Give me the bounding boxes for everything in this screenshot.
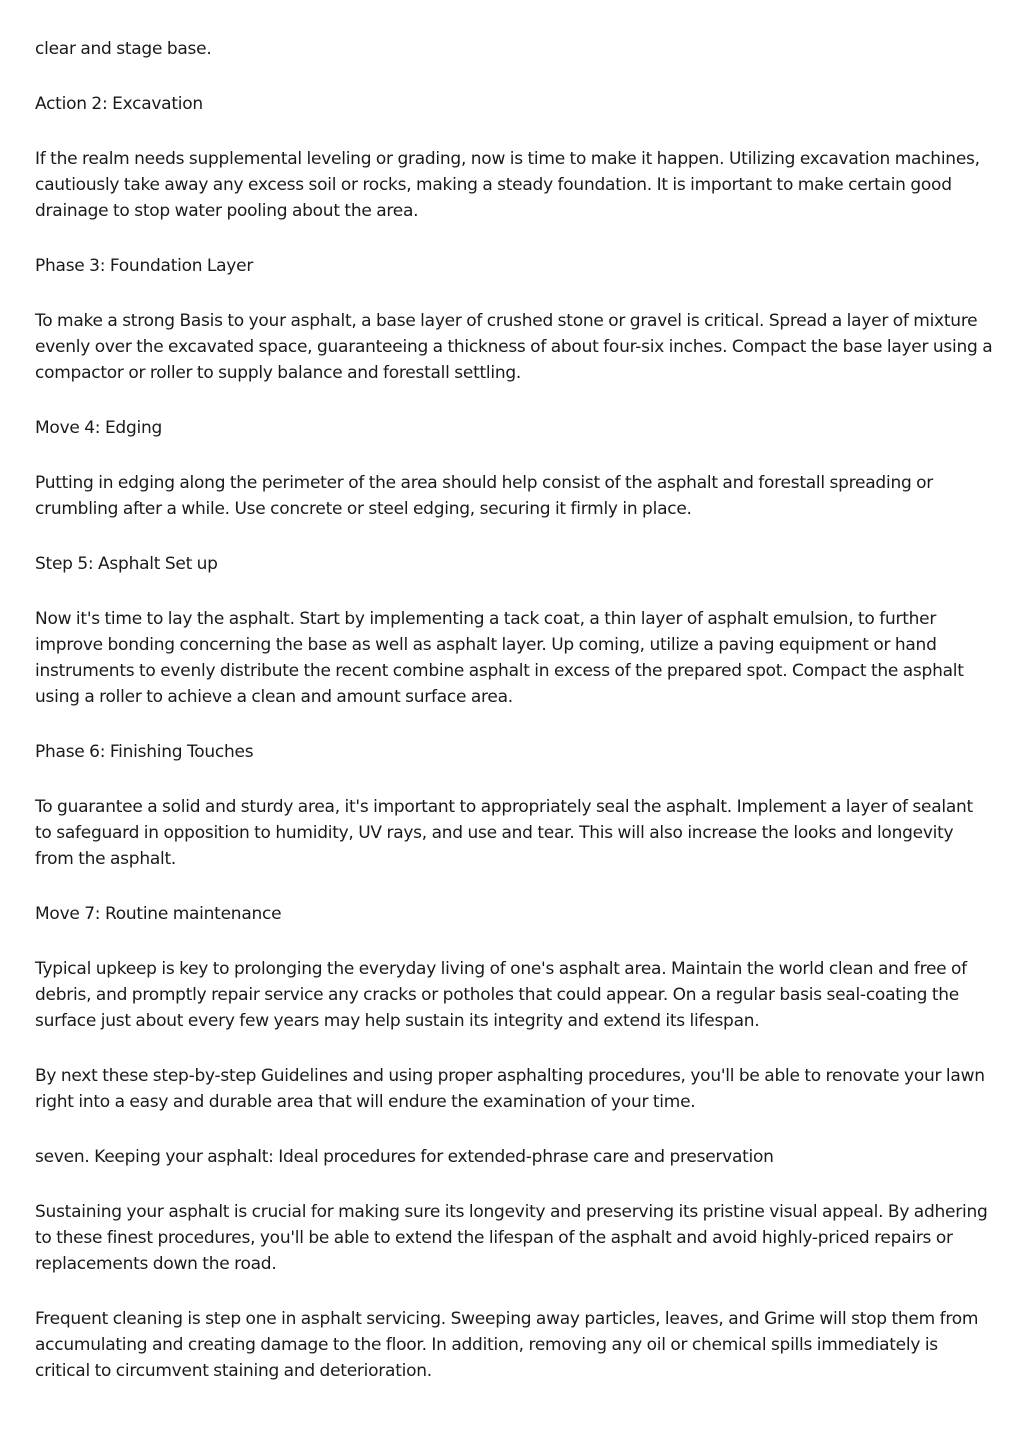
heading-phase-6-finishing-touches: Phase 6: Finishing Touches: [35, 742, 254, 762]
paragraph-sustaining-asphalt: Sustaining your asphalt is crucial for making sure its longevity and preserving its pristine visual appeal. By adhering to these finest procedures, you'll be able to extend the lifespan of the asphalt and avoid highly-priced repairs or replacements down the road.: [35, 1202, 988, 1274]
paragraph-excavation: If the realm needs supplemental leveling or grading, now is time to make it happen. Utilizing excavation machines, cautiously take away any excess soil or rocks, making a steady foundation. It is important to make certain good drainage to stop water pooling about the area.: [35, 149, 980, 221]
paragraph-edging: Putting in edging along the perimeter of the area should help consist of the asphalt and forestall spreading or crumbling after a while. Use concrete or steel edging, securing it firmly in place.: [35, 473, 934, 519]
heading-step-5-asphalt-set-up: Step 5: Asphalt Set up: [35, 554, 218, 574]
paragraph-finishing-touches: To guarantee a solid and sturdy area, it's important to appropriately seal the asphalt. Implement a layer of sealant to safeguard in opposition to humidity, UV rays, and use and tear. This will also increase the looks and longevity from the asphalt.: [35, 797, 973, 869]
paragraph-foundation-layer: To make a strong Basis to your asphalt, a base layer of crushed stone or gravel is critical. Spread a layer of mixture evenly over the excavated space, guaranteeing a thickness of about four-six inches. Compact the base layer using a compactor or roller to supply balance and forestall settling.: [35, 311, 993, 383]
heading-move-7-routine-maintenance: Move 7: Routine maintenance: [35, 904, 282, 924]
heading-action-2-excavation: Action 2: Excavation: [35, 94, 203, 114]
paragraph-stage-base: clear and stage base.: [35, 39, 212, 59]
paragraph-frequent-cleaning: Frequent cleaning is step one in asphalt servicing. Sweeping away particles, leaves, and Grime will stop them from accumulating and creating damage to the floor. In addition, removing any oil or chemical spills immediately is critical to circumvent staining and deterioration.: [35, 1309, 979, 1381]
heading-move-4-edging: Move 4: Edging: [35, 418, 163, 438]
heading-seven-keeping-your-asphalt: seven. Keeping your asphalt: Ideal procedures for extended-phrase care and preservation: [35, 1147, 774, 1167]
paragraph-routine-maintenance: Typical upkeep is key to prolonging the everyday living of one's asphalt area. Maintain the world clean and free of debris, and promptly repair service any cracks or potholes that could appear. On a regular basis seal-coating the surface just about every few years may help sustain its integrity and extend its lifespan.: [35, 959, 967, 1031]
heading-phase-3-foundation-layer: Phase 3: Foundation Layer: [35, 256, 254, 276]
paragraph-asphalt-set-up: Now it's time to lay the asphalt. Start by implementing a tack coat, a thin layer of asphalt emulsion, to further improve bonding concerning the base as well as asphalt layer. Up coming, utilize a paving equipment or hand instruments to evenly distribute the recent combine asphalt in excess of the prepared spot. Compact the asphalt using a roller to achieve a clean and amount surface area.: [35, 609, 964, 707]
paragraph-step-by-step-conclusion: By next these step-by-step Guidelines and using proper asphalting procedures, you'll be able to renovate your lawn right into a easy and durable area that will endure the examination of your time.: [35, 1066, 985, 1112]
document-page: [35, 36, 993, 1413]
